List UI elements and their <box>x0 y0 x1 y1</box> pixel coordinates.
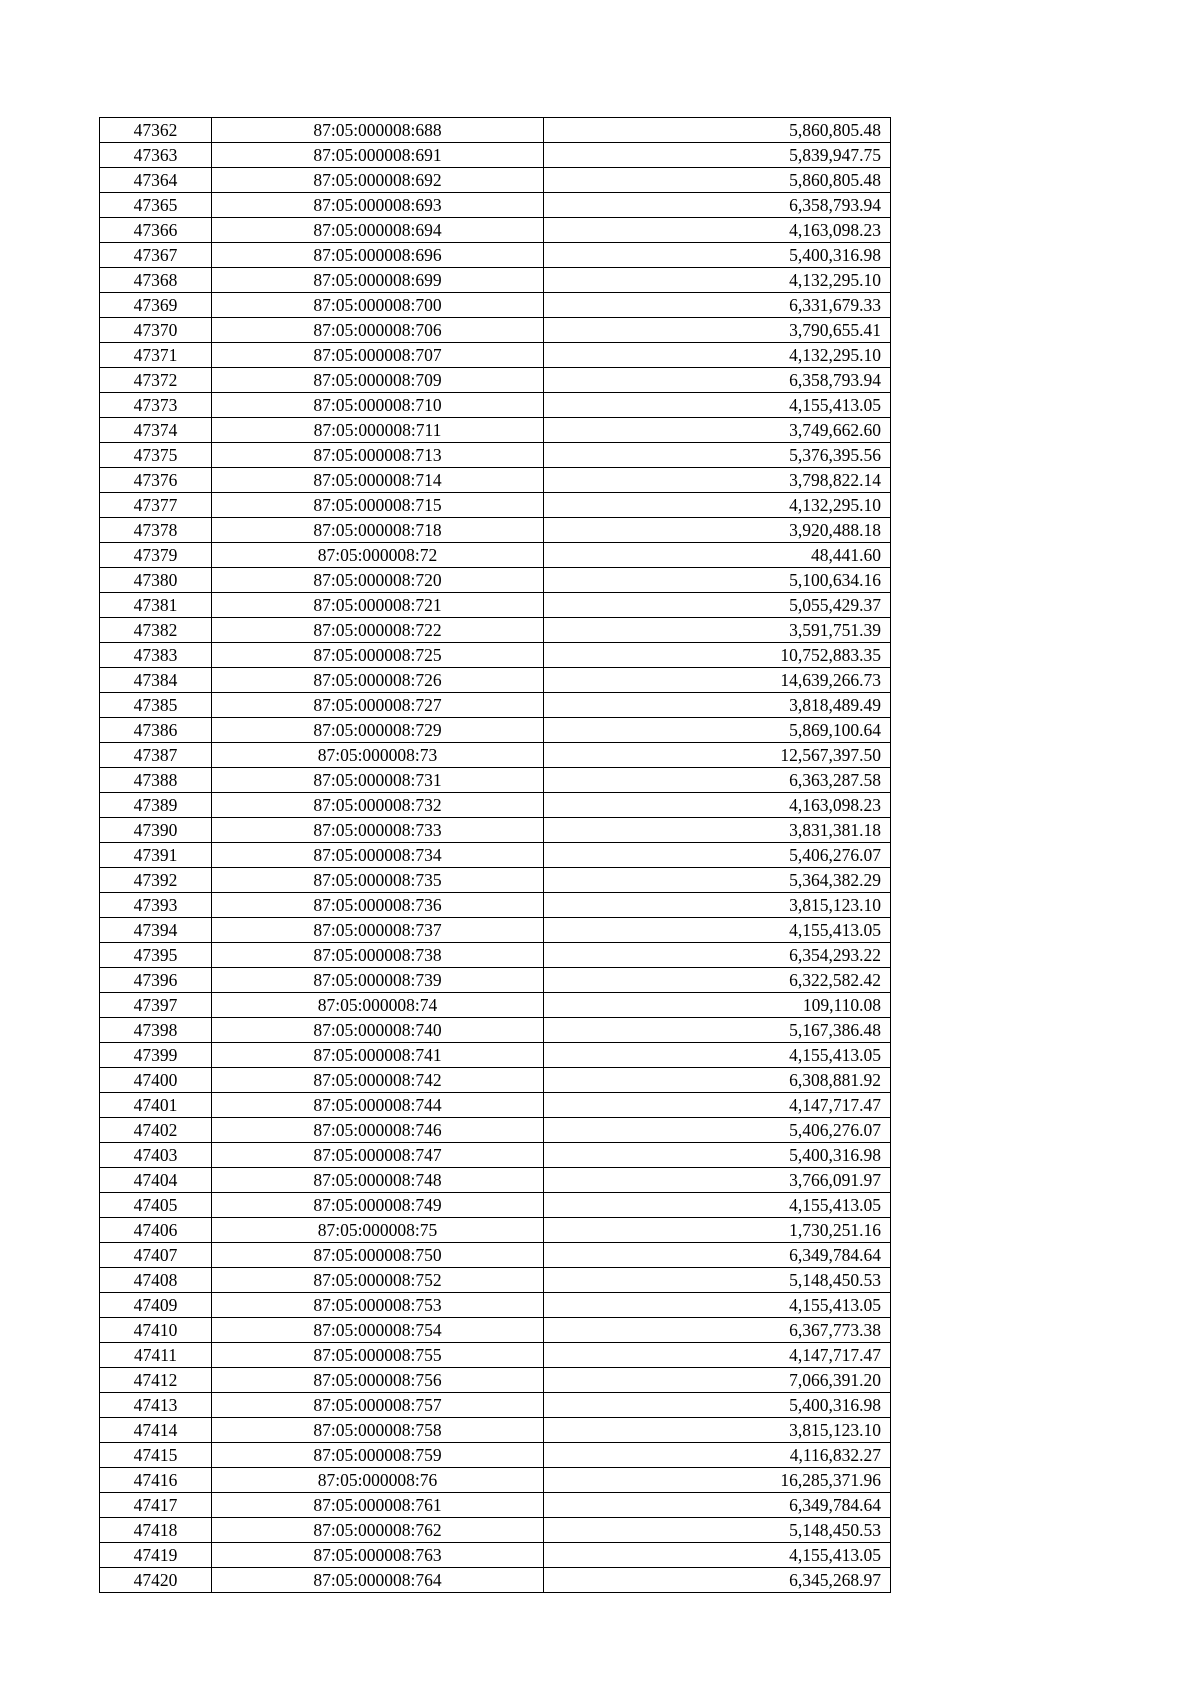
cadastral-value-cell: 5,148,450.53 <box>544 1518 891 1543</box>
row-number-cell: 47379 <box>100 543 212 568</box>
row-number-cell: 47382 <box>100 618 212 643</box>
row-number-cell: 47398 <box>100 1018 212 1043</box>
table-row <box>100 593 891 618</box>
row-number-cell: 47413 <box>100 1393 212 1418</box>
table-row <box>100 918 891 943</box>
row-number-cell: 47389 <box>100 793 212 818</box>
cadastral-value-cell: 5,376,395.56 <box>544 443 891 468</box>
cadastral-number-cell: 87:05:000008:729 <box>212 718 544 743</box>
table-row <box>100 443 891 468</box>
table-row <box>100 1468 891 1493</box>
table-row <box>100 1493 891 1518</box>
cadastral-number-cell: 87:05:000008:711 <box>212 418 544 443</box>
cadastral-value-cell: 5,148,450.53 <box>544 1268 891 1293</box>
table-row <box>100 393 891 418</box>
cadastral-number-cell: 87:05:000008:739 <box>212 968 544 993</box>
cadastral-number-cell: 87:05:000008:754 <box>212 1318 544 1343</box>
cadastral-value-cell: 12,567,397.50 <box>544 743 891 768</box>
table-row <box>100 1118 891 1143</box>
table-row <box>100 193 891 218</box>
cadastral-value-cell: 5,400,316.98 <box>544 1393 891 1418</box>
table-row <box>100 693 891 718</box>
cadastral-number-cell: 87:05:000008:747 <box>212 1143 544 1168</box>
table-row <box>100 668 891 693</box>
row-number-cell: 47420 <box>100 1568 212 1593</box>
table-row <box>100 1418 891 1443</box>
cadastral-value-cell: 5,406,276.07 <box>544 843 891 868</box>
cadastral-value-cell: 6,349,784.64 <box>544 1243 891 1268</box>
cadastral-value-cell: 5,839,947.75 <box>544 143 891 168</box>
cadastral-value-cell: 5,100,634.16 <box>544 568 891 593</box>
table-row <box>100 1043 891 1068</box>
row-number-cell: 47363 <box>100 143 212 168</box>
row-number-cell: 47373 <box>100 393 212 418</box>
table-row <box>100 1518 891 1543</box>
row-number-cell: 47370 <box>100 318 212 343</box>
table-row <box>100 368 891 393</box>
row-number-cell: 47405 <box>100 1193 212 1218</box>
table-row <box>100 743 891 768</box>
cadastral-value-cell: 6,331,679.33 <box>544 293 891 318</box>
cadastral-value-cell: 5,869,100.64 <box>544 718 891 743</box>
table-row <box>100 343 891 368</box>
cadastral-value-cell: 14,639,266.73 <box>544 668 891 693</box>
cadastral-number-cell: 87:05:000008:72 <box>212 543 544 568</box>
table-row <box>100 568 891 593</box>
row-number-cell: 47419 <box>100 1543 212 1568</box>
cadastral-number-cell: 87:05:000008:741 <box>212 1043 544 1068</box>
cadastral-number-cell: 87:05:000008:718 <box>212 518 544 543</box>
cadastral-number-cell: 87:05:000008:732 <box>212 793 544 818</box>
row-number-cell: 47383 <box>100 643 212 668</box>
table-row <box>100 1168 891 1193</box>
table-row <box>100 1318 891 1343</box>
row-number-cell: 47412 <box>100 1368 212 1393</box>
table-row <box>100 1393 891 1418</box>
cadastral-number-cell: 87:05:000008:693 <box>212 193 544 218</box>
cadastral-number-cell: 87:05:000008:740 <box>212 1018 544 1043</box>
cadastral-number-cell: 87:05:000008:706 <box>212 318 544 343</box>
cadastral-value-cell: 4,163,098.23 <box>544 793 891 818</box>
table-row <box>100 1143 891 1168</box>
cadastral-value-cell: 3,790,655.41 <box>544 318 891 343</box>
cadastral-number-cell: 87:05:000008:73 <box>212 743 544 768</box>
row-number-cell: 47391 <box>100 843 212 868</box>
cadastral-value-table <box>99 117 891 1593</box>
cadastral-number-cell: 87:05:000008:688 <box>212 118 544 143</box>
row-number-cell: 47396 <box>100 968 212 993</box>
cadastral-value-cell: 3,766,091.97 <box>544 1168 891 1193</box>
table-row <box>100 1343 891 1368</box>
row-number-cell: 47392 <box>100 868 212 893</box>
cadastral-number-cell: 87:05:000008:759 <box>212 1443 544 1468</box>
cadastral-number-cell: 87:05:000008:752 <box>212 1268 544 1293</box>
row-number-cell: 47394 <box>100 918 212 943</box>
row-number-cell: 47362 <box>100 118 212 143</box>
cadastral-number-cell: 87:05:000008:746 <box>212 1118 544 1143</box>
row-number-cell: 47374 <box>100 418 212 443</box>
cadastral-number-cell: 87:05:000008:694 <box>212 218 544 243</box>
row-number-cell: 47393 <box>100 893 212 918</box>
cadastral-number-cell: 87:05:000008:699 <box>212 268 544 293</box>
cadastral-number-cell: 87:05:000008:742 <box>212 1068 544 1093</box>
cadastral-value-cell: 6,322,582.42 <box>544 968 891 993</box>
table-row <box>100 893 891 918</box>
table-row <box>100 993 891 1018</box>
row-number-cell: 47369 <box>100 293 212 318</box>
cadastral-value-cell: 5,860,805.48 <box>544 118 891 143</box>
cadastral-number-cell: 87:05:000008:761 <box>212 1493 544 1518</box>
row-number-cell: 47385 <box>100 693 212 718</box>
cadastral-value-cell: 7,066,391.20 <box>544 1368 891 1393</box>
cadastral-value-cell: 4,155,413.05 <box>544 1293 891 1318</box>
cadastral-value-cell: 1,730,251.16 <box>544 1218 891 1243</box>
row-number-cell: 47401 <box>100 1093 212 1118</box>
row-number-cell: 47371 <box>100 343 212 368</box>
cadastral-number-cell: 87:05:000008:76 <box>212 1468 544 1493</box>
cadastral-value-cell: 4,147,717.47 <box>544 1093 891 1118</box>
table-row <box>100 118 891 143</box>
table-row <box>100 243 891 268</box>
row-number-cell: 47381 <box>100 593 212 618</box>
cadastral-value-cell: 5,167,386.48 <box>544 1018 891 1043</box>
row-number-cell: 47397 <box>100 993 212 1018</box>
cadastral-value-cell: 3,749,662.60 <box>544 418 891 443</box>
row-number-cell: 47387 <box>100 743 212 768</box>
cadastral-number-cell: 87:05:000008:714 <box>212 468 544 493</box>
cadastral-value-cell: 4,155,413.05 <box>544 393 891 418</box>
cadastral-value-cell: 5,400,316.98 <box>544 1143 891 1168</box>
row-number-cell: 47380 <box>100 568 212 593</box>
table-row <box>100 543 891 568</box>
row-number-cell: 47384 <box>100 668 212 693</box>
cadastral-value-cell: 109,110.08 <box>544 993 891 1018</box>
cadastral-value-cell: 10,752,883.35 <box>544 643 891 668</box>
cadastral-number-cell: 87:05:000008:713 <box>212 443 544 468</box>
row-number-cell: 47399 <box>100 1043 212 1068</box>
table-row <box>100 518 891 543</box>
row-number-cell: 47377 <box>100 493 212 518</box>
table-row <box>100 1018 891 1043</box>
cadastral-number-cell: 87:05:000008:738 <box>212 943 544 968</box>
cadastral-number-cell: 87:05:000008:74 <box>212 993 544 1018</box>
table-row <box>100 1443 891 1468</box>
cadastral-value-cell: 6,354,293.22 <box>544 943 891 968</box>
row-number-cell: 47375 <box>100 443 212 468</box>
row-number-cell: 47417 <box>100 1493 212 1518</box>
cadastral-number-cell: 87:05:000008:727 <box>212 693 544 718</box>
cadastral-value-cell: 4,132,295.10 <box>544 343 891 368</box>
row-number-cell: 47409 <box>100 1293 212 1318</box>
cadastral-value-cell: 4,147,717.47 <box>544 1343 891 1368</box>
cadastral-number-cell: 87:05:000008:731 <box>212 768 544 793</box>
row-number-cell: 47414 <box>100 1418 212 1443</box>
row-number-cell: 47395 <box>100 943 212 968</box>
cadastral-value-cell: 4,155,413.05 <box>544 1193 891 1218</box>
table-row <box>100 218 891 243</box>
cadastral-value-cell: 4,132,295.10 <box>544 493 891 518</box>
row-number-cell: 47376 <box>100 468 212 493</box>
cadastral-value-cell: 5,406,276.07 <box>544 1118 891 1143</box>
table-row <box>100 718 891 743</box>
cadastral-number-cell: 87:05:000008:709 <box>212 368 544 393</box>
table-row <box>100 968 891 993</box>
row-number-cell: 47402 <box>100 1118 212 1143</box>
row-number-cell: 47403 <box>100 1143 212 1168</box>
cadastral-value-cell: 3,798,822.14 <box>544 468 891 493</box>
cadastral-value-cell: 6,345,268.97 <box>544 1568 891 1593</box>
table-row <box>100 1093 891 1118</box>
row-number-cell: 47410 <box>100 1318 212 1343</box>
row-number-cell: 47368 <box>100 268 212 293</box>
cadastral-number-cell: 87:05:000008:696 <box>212 243 544 268</box>
cadastral-value-cell: 4,132,295.10 <box>544 268 891 293</box>
table-row <box>100 493 891 518</box>
cadastral-number-cell: 87:05:000008:700 <box>212 293 544 318</box>
table-row <box>100 418 891 443</box>
cadastral-value-cell: 3,818,489.49 <box>544 693 891 718</box>
cadastral-value-cell: 6,349,784.64 <box>544 1493 891 1518</box>
cadastral-value-cell: 5,400,316.98 <box>544 243 891 268</box>
cadastral-number-cell: 87:05:000008:725 <box>212 643 544 668</box>
table-row <box>100 293 891 318</box>
table-row <box>100 843 891 868</box>
cadastral-value-cell: 3,591,751.39 <box>544 618 891 643</box>
row-number-cell: 47418 <box>100 1518 212 1543</box>
cadastral-number-cell: 87:05:000008:762 <box>212 1518 544 1543</box>
table-row <box>100 943 891 968</box>
cadastral-number-cell: 87:05:000008:710 <box>212 393 544 418</box>
row-number-cell: 47388 <box>100 768 212 793</box>
table-row <box>100 143 891 168</box>
table-row <box>100 168 891 193</box>
cadastral-value-cell: 48,441.60 <box>544 543 891 568</box>
cadastral-number-cell: 87:05:000008:736 <box>212 893 544 918</box>
table-row <box>100 768 891 793</box>
cadastral-value-cell: 16,285,371.96 <box>544 1468 891 1493</box>
table-row <box>100 1568 891 1593</box>
cadastral-number-cell: 87:05:000008:75 <box>212 1218 544 1243</box>
row-number-cell: 47378 <box>100 518 212 543</box>
table-row <box>100 1218 891 1243</box>
cadastral-number-cell: 87:05:000008:749 <box>212 1193 544 1218</box>
row-number-cell: 47404 <box>100 1168 212 1193</box>
row-number-cell: 47416 <box>100 1468 212 1493</box>
table-row <box>100 268 891 293</box>
table-row <box>100 468 891 493</box>
cadastral-value-cell: 6,308,881.92 <box>544 1068 891 1093</box>
table-row <box>100 1193 891 1218</box>
table-row <box>100 1293 891 1318</box>
table-row <box>100 1268 891 1293</box>
cadastral-number-cell: 87:05:000008:692 <box>212 168 544 193</box>
row-number-cell: 47411 <box>100 1343 212 1368</box>
cadastral-number-cell: 87:05:000008:733 <box>212 818 544 843</box>
cadastral-number-cell: 87:05:000008:744 <box>212 1093 544 1118</box>
cadastral-number-cell: 87:05:000008:722 <box>212 618 544 643</box>
row-number-cell: 47366 <box>100 218 212 243</box>
cadastral-number-cell: 87:05:000008:720 <box>212 568 544 593</box>
cadastral-number-cell: 87:05:000008:758 <box>212 1418 544 1443</box>
cadastral-number-cell: 87:05:000008:750 <box>212 1243 544 1268</box>
cadastral-value-cell: 4,155,413.05 <box>544 918 891 943</box>
cadastral-number-cell: 87:05:000008:726 <box>212 668 544 693</box>
cadastral-value-cell: 5,860,805.48 <box>544 168 891 193</box>
cadastral-number-cell: 87:05:000008:691 <box>212 143 544 168</box>
table-row <box>100 793 891 818</box>
table-body <box>100 118 891 1593</box>
cadastral-number-cell: 87:05:000008:753 <box>212 1293 544 1318</box>
cadastral-value-cell: 6,358,793.94 <box>544 368 891 393</box>
table-row <box>100 643 891 668</box>
row-number-cell: 47367 <box>100 243 212 268</box>
row-number-cell: 47386 <box>100 718 212 743</box>
row-number-cell: 47407 <box>100 1243 212 1268</box>
table-row <box>100 818 891 843</box>
cadastral-value-cell: 3,815,123.10 <box>544 1418 891 1443</box>
cadastral-number-cell: 87:05:000008:757 <box>212 1393 544 1418</box>
table-row <box>100 868 891 893</box>
cadastral-number-cell: 87:05:000008:748 <box>212 1168 544 1193</box>
cadastral-number-cell: 87:05:000008:715 <box>212 493 544 518</box>
cadastral-value-cell: 3,815,123.10 <box>544 893 891 918</box>
cadastral-number-cell: 87:05:000008:764 <box>212 1568 544 1593</box>
table-row <box>100 1368 891 1393</box>
cadastral-number-cell: 87:05:000008:737 <box>212 918 544 943</box>
cadastral-value-cell: 5,055,429.37 <box>544 593 891 618</box>
cadastral-number-cell: 87:05:000008:734 <box>212 843 544 868</box>
cadastral-value-cell: 6,363,287.58 <box>544 768 891 793</box>
cadastral-value-cell: 5,364,382.29 <box>544 868 891 893</box>
row-number-cell: 47365 <box>100 193 212 218</box>
cadastral-number-cell: 87:05:000008:707 <box>212 343 544 368</box>
table-row <box>100 1243 891 1268</box>
row-number-cell: 47400 <box>100 1068 212 1093</box>
row-number-cell: 47408 <box>100 1268 212 1293</box>
table-row <box>100 318 891 343</box>
table-row <box>100 618 891 643</box>
cadastral-value-cell: 6,367,773.38 <box>544 1318 891 1343</box>
cadastral-value-cell: 4,155,413.05 <box>544 1543 891 1568</box>
cadastral-value-cell: 4,163,098.23 <box>544 218 891 243</box>
row-number-cell: 47390 <box>100 818 212 843</box>
cadastral-number-cell: 87:05:000008:763 <box>212 1543 544 1568</box>
cadastral-number-cell: 87:05:000008:756 <box>212 1368 544 1393</box>
table-row <box>100 1543 891 1568</box>
cadastral-value-cell: 6,358,793.94 <box>544 193 891 218</box>
row-number-cell: 47415 <box>100 1443 212 1468</box>
row-number-cell: 47406 <box>100 1218 212 1243</box>
cadastral-number-cell: 87:05:000008:755 <box>212 1343 544 1368</box>
cadastral-number-cell: 87:05:000008:735 <box>212 868 544 893</box>
row-number-cell: 47364 <box>100 168 212 193</box>
row-number-cell: 47372 <box>100 368 212 393</box>
cadastral-number-cell: 87:05:000008:721 <box>212 593 544 618</box>
table-row <box>100 1068 891 1093</box>
cadastral-value-cell: 3,920,488.18 <box>544 518 891 543</box>
cadastral-value-cell: 3,831,381.18 <box>544 818 891 843</box>
cadastral-value-cell: 4,155,413.05 <box>544 1043 891 1068</box>
cadastral-value-cell: 4,116,832.27 <box>544 1443 891 1468</box>
